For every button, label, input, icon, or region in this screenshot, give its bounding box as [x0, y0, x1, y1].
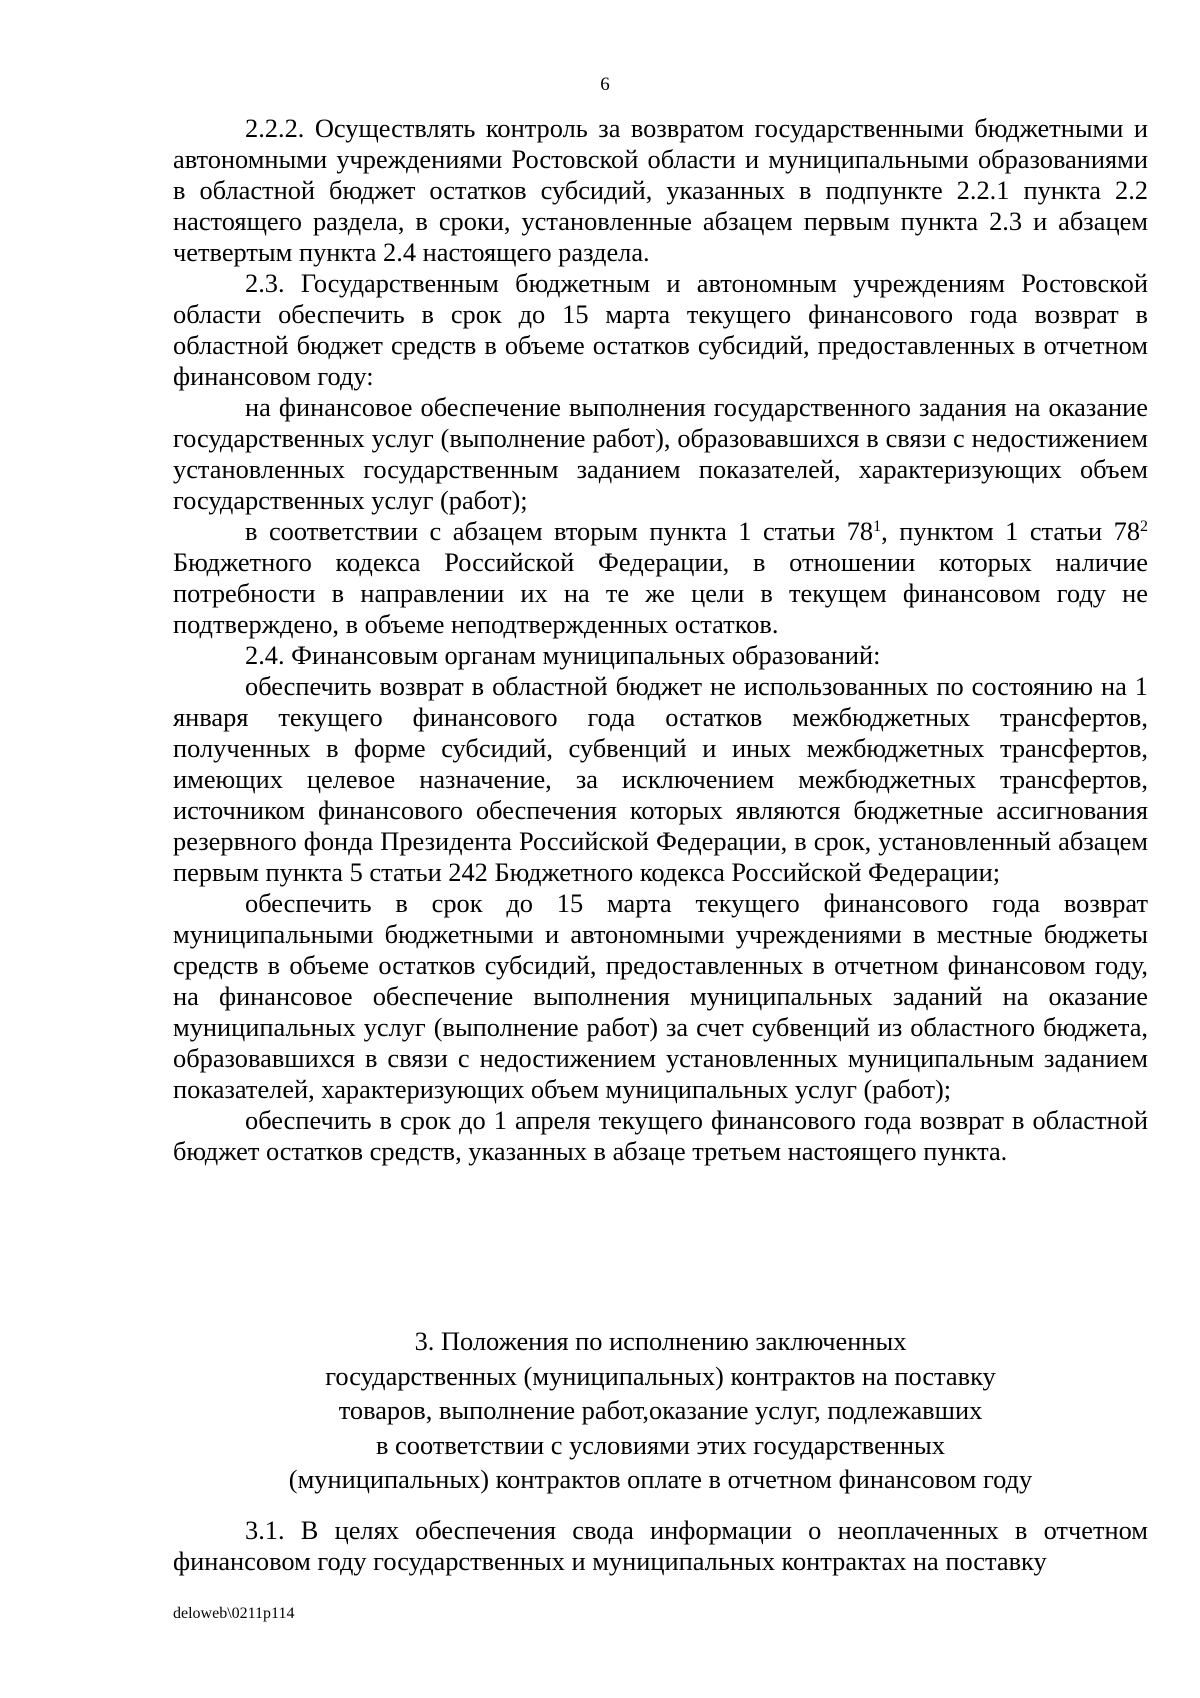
document-body [173, 113, 1148, 1167]
superscript: 2 [1140, 518, 1149, 535]
paragraph-state-task: на финансовое обеспечение выполнения государственного задания на оказание государственных услуг (выполнение работ), образовавшихся в связи с недостижением установленных государственным заданием показателей, характеризующих объем государственных услуг (работ); [173, 392, 1148, 515]
paragraph-2-3: 2.3. Государственным бюджетным и автономным учреждениям Ростовской области обеспечить в срок до 15 марта текущего финансового года возврат в областной бюджет средств в объеме остатков субсидий, предоставленных в отчетном финансовом году: [173, 268, 1148, 391]
paragraph-return-municipal: обеспечить в срок до 15 марта текущего финансового года возврат муниципальными бюджетными и автономными учреждениями в местные бюджеты средств в объеме остатков субсидий, предоставленных в отчетном финансовом году, на финансовое обеспечение выполнения муниципальных заданий на оказание муниципальных услуг (выполнение работ) за счет субвенций из областного бюджета, образовавшихся в связи с недостижением установленных муниципальным заданием показателей, характеризующих объем муниципальных услуг (работ); [173, 888, 1148, 1104]
paragraph-return-transfers: обеспечить возврат в областной бюджет не использованных по состоянию на 1 января текущего финансового года остатков межбюджетных трансфертов, полученных в форме субсидий, субвенций и иных межбюджетных трансфертов, имеющих целевое назначение, за исключением межбюджетных трансфертов, источником финансового обеспечения которых являются бюджетные ассигнования резервного фонда Президента Российской Федерации, в срок, установленный абзацем первым пункта 5 статьи 242 Бюджетного кодекса Российской Федерации; [173, 671, 1148, 887]
text-segment: , пунктом 1 статьи 78 [881, 516, 1141, 546]
text-segment: в соответствии с абзацем вторым пункта 1 статьи 78 [245, 516, 874, 546]
document-body-section-3 [173, 1515, 1148, 1577]
heading-line: товаров, выполнение работ,оказание услуг, подлежавших [338, 1395, 983, 1425]
heading-line: 3. Положения по исполнению заключенных [414, 1326, 907, 1356]
page-number: 6 [600, 74, 610, 95]
section-heading [173, 1324, 1148, 1497]
text-segment: Бюджетного кодекса Российской Федерации, в отношении которых наличие потребности в направлении их на те же цели в текущем финансовом году не подтверждено, в объеме неподтвержденных остатков. [173, 547, 1148, 639]
superscript: 1 [873, 518, 882, 535]
paragraph-article-78 [173, 516, 1148, 640]
paragraph-2-2-2: 2.2.2. Осуществлять контроль за возвратом государственными бюджетными и автономными учреждениями Ростовской области и муниципальными образованиями в областной бюджет остатков субсидий, указанных в подпункте 2.2.1 пункта 2.2 настоящего раздела, в сроки, установленные абзацем первым пункта 2.3 и абзацем четвертым пункта 2.4 настоящего раздела. [173, 113, 1148, 267]
paragraph-3-1: 3.1. В целях обеспечения свода информации о неоплаченных в отчетном финансовом году государственных и муниципальных контрактах на поставку [173, 1515, 1148, 1576]
heading-line: государственных (муниципальных) контрактов на поставку [325, 1360, 996, 1391]
heading-line: в соответствии с условиями этих государственных [376, 1429, 945, 1460]
heading-line: (муниципальных) контрактов оплате в отчетном финансовом году [288, 1464, 1033, 1494]
paragraph-2-4: 2.4. Финансовым органам муниципальных образований: [245, 640, 881, 670]
paragraph-return-april: обеспечить в срок до 1 апреля текущего финансового года возврат в областной бюджет остатков средств, указанных в абзаце третьем настоящего пункта. [173, 1105, 1148, 1166]
footer-doc-id: deloweb\0211p114 [173, 1605, 295, 1622]
